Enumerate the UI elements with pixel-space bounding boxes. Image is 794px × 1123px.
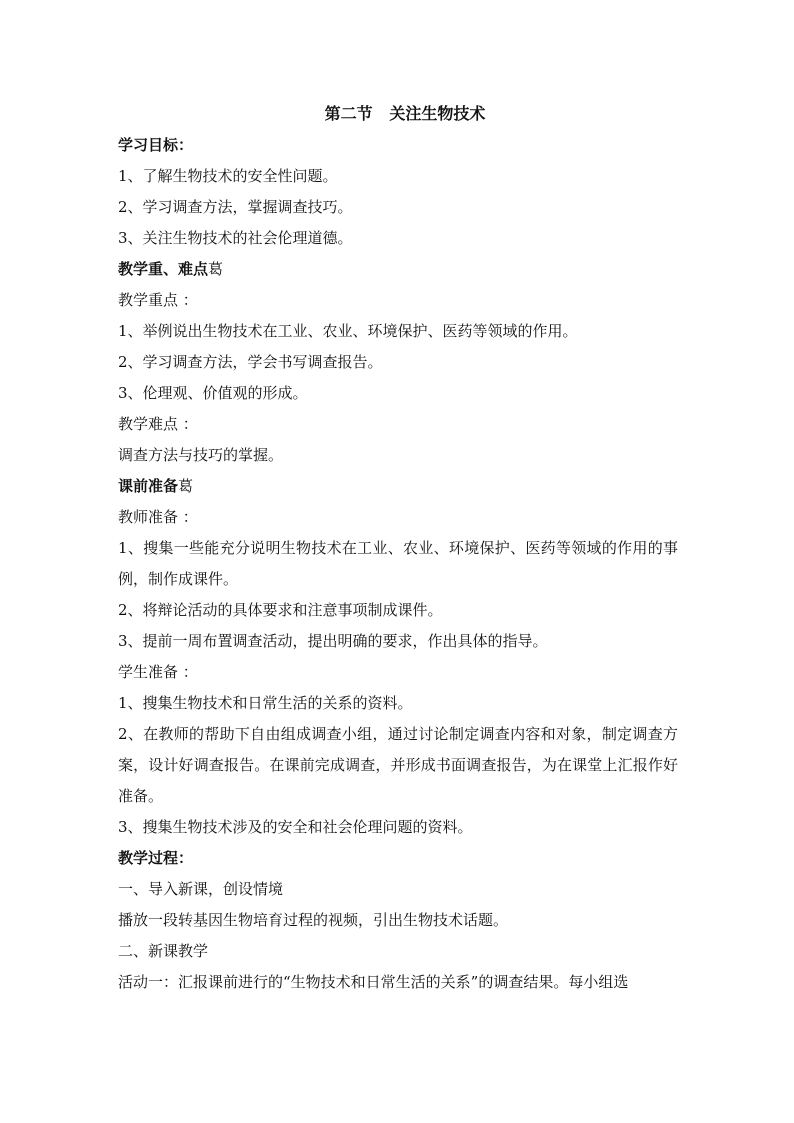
- focus-item: 2、学习调查方法，学会书写调查报告。: [118, 353, 383, 371]
- prep-heading-suffix: 葛: [178, 477, 194, 495]
- goals-heading-text: 学习目标：: [118, 136, 194, 154]
- document-body: [118, 98, 678, 998]
- key-points-heading-text: 教学重、难点: [118, 260, 209, 278]
- teacher-prep-label: 教师准备 ：: [118, 508, 198, 526]
- difficulty-label: 教学难点 ：: [118, 415, 198, 433]
- goal-item: 3、关注生物技术的社会伦理道德。: [118, 229, 353, 247]
- focus-label: 教学重点 ：: [118, 291, 198, 309]
- prep-heading-text: 课前准备: [118, 477, 179, 495]
- teacher-prep-item: 2、将辩论活动的具体要求和注意事项制成课件。: [118, 601, 443, 619]
- difficulty-item: 调查方法与技巧的掌握。: [118, 446, 284, 464]
- focus-item: 3、伦理观、价值观的形成。: [118, 384, 308, 402]
- process-heading: [118, 843, 678, 874]
- process-step-heading: 二、新课教学: [118, 942, 209, 960]
- focus-item: 1、举例说出生物技术在工业、农业、环境保护、医药等领域的作用。: [118, 322, 578, 340]
- student-prep-label: 学生准备 ：: [118, 663, 198, 681]
- goal-item: 1、了解生物技术的安全性问题。: [118, 167, 338, 185]
- goal-item: 2、学习调查方法，掌握调查技巧。: [118, 198, 353, 216]
- student-prep-item: 3、搜集生物技术涉及的安全和社会伦理问题的资料。: [118, 818, 473, 836]
- student-prep-item: 1、搜集生物技术和日常生活的关系的资料。: [118, 694, 413, 712]
- key-points-heading: [118, 254, 678, 285]
- teacher-prep-item: 1、搜集一些能充分说明生物技术在工业、农业、环境保护、医药等领域的作用的事例，制作成课件。: [118, 539, 678, 588]
- process-activity-text: 活动一：汇报课前进行的“生物技术和日常生活的关系”的调查结果。每小组选: [118, 973, 629, 991]
- key-points-heading-suffix: 葛: [208, 260, 224, 278]
- teacher-prep-item: 3、提前一周布置调查活动，提出明确的要求，作出具体的指导。: [118, 632, 548, 650]
- student-prep-item: 2、在教师的帮助下自由组成调查小组，通过讨论制定调查内容和对象，制定调查方案，设计好调查报告。在课前完成调查，并形成书面调查报告，为在课堂上汇报作好准备。: [118, 725, 678, 805]
- process-step-heading: 一、导入新课，创设情境: [118, 880, 284, 898]
- process-step-text: 播放一段转基因生物培育过程的视频，引出生物技术话题。: [118, 911, 509, 929]
- process-heading-text: 教学过程：: [118, 849, 194, 867]
- prep-heading: [118, 471, 678, 502]
- page-title: 第二节 关注生物技术: [324, 104, 486, 123]
- goals-heading: [118, 130, 678, 161]
